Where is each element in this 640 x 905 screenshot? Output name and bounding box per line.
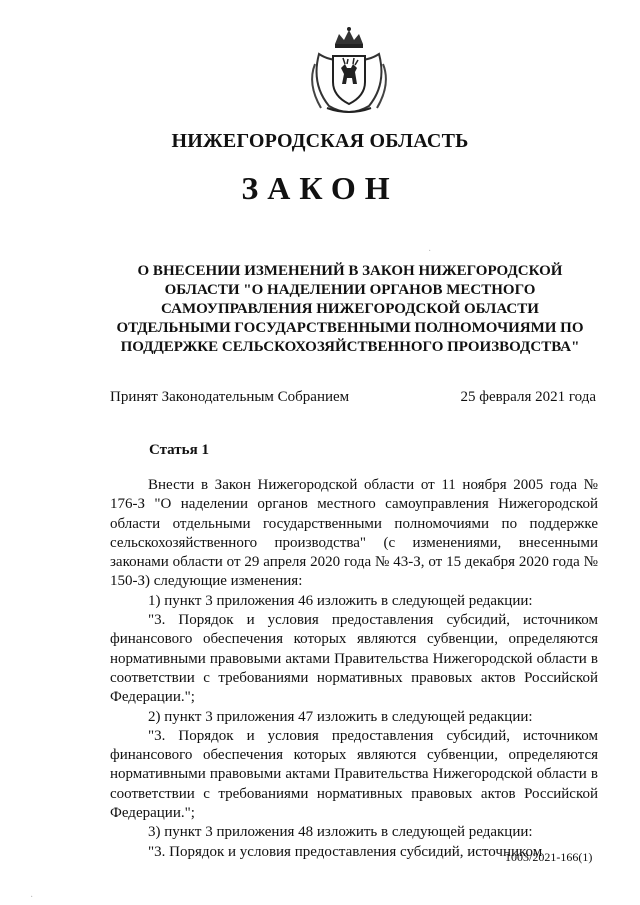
article-heading: Статья 1 (149, 442, 209, 458)
paragraph: 1) пункт 3 приложения 46 изложить в следующей редакции: (148, 592, 533, 609)
scan-artifact: · (428, 246, 432, 257)
region-name: НИЖЕГОРОДСКАЯ ОБЛАСТЬ (171, 130, 469, 152)
law-title-line: САМОУПРАВЛЕНИЯ НИЖЕГОРОДСКОЙ ОБЛАСТИ (161, 301, 539, 317)
paragraph: "3. Порядок и условия предоставления субсидий, источником финансового обеспечения которых являются субвенции, определяются нормативными правовыми актами Правительства Нижегородской области в соответствии с требованиями нормативных правовых актов Российской Федерации."; (110, 727, 598, 822)
paragraph: 3) пункт 3 приложения 48 изложить в следующей редакции: (148, 824, 533, 841)
paragraph: "3. Порядок и условия предоставления субсидий, источником финансового обеспечения которых являются субвенции, определяются нормативными правовыми актами Правительства Нижегородской области в соответствии с требованиями нормативных правовых актов Российской Федерации."; (110, 612, 598, 706)
law-title-line: ОТДЕЛЬНЫМИ ГОСУДАРСТВЕННЫМИ ПОЛНОМОЧИЯМИ ПО (116, 320, 584, 336)
document-type: ЗАКОН (241, 170, 399, 206)
scan-artifact: · (30, 892, 34, 903)
document-code: 1003/2021-166(1) (505, 850, 593, 864)
law-title-line: ПОДДЕРЖКЕ СЕЛЬСКОХОЗЯЙСТВЕННОГО ПРОИЗВОДСТВА" (120, 339, 580, 355)
paragraph: 2) пункт 3 приложения 47 изложить в следующей редакции: (148, 708, 533, 725)
paragraph: Внести в Закон Нижегородской области от 11 ноября 2005 года № 176-З "О наделении органов местного самоуправления Нижегородской области отдельными государственными полномочиями по поддержке сельскохозяйственного производства" (с изменениями, внесенными законами области от 29 апреля 2020 года № 43-З, от 15 декабря 2020 года № 150-З) следующие изменения: (110, 477, 598, 590)
adoption-date: 25 февраля 2021 года (460, 389, 596, 405)
law-title-line: О ВНЕСЕНИИ ИЗМЕНЕНИЙ В ЗАКОН НИЖЕГОРОДСКОЙ (137, 263, 563, 279)
law-title (100, 262, 600, 357)
article-body (110, 476, 598, 862)
adopted-by: Принят Законодательным Собранием (110, 389, 350, 405)
paragraph: "3. Порядок и условия предоставления субсидий, источником (148, 843, 543, 860)
adoption-line (110, 389, 596, 406)
coat-of-arms-emblem (301, 24, 397, 120)
law-title-line: ОБЛАСТИ "О НАДЕЛЕНИИ ОРГАНОВ МЕСТНОГО (164, 282, 536, 298)
